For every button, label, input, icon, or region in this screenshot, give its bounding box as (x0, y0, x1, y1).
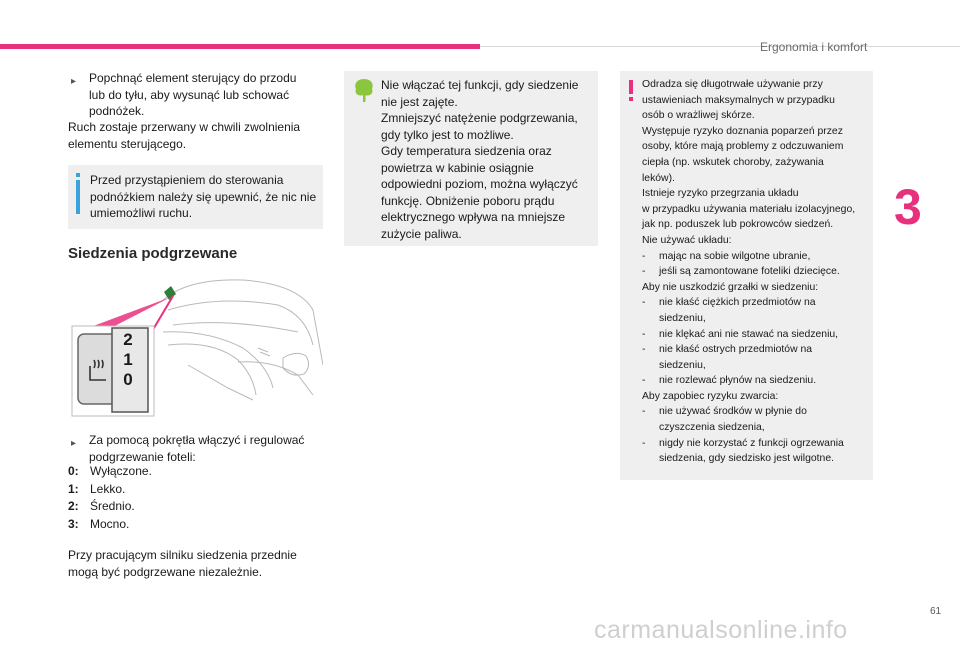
list-item-text: jeśli są zamontowane foteliki dziecięce. (659, 266, 840, 278)
header-accent-bar (0, 44, 480, 49)
list-item: - nie kłaść ostrych przedmiotów na siedzeniu, (642, 342, 872, 373)
list-item-text: nie rozlewać płynów na siedzeniu. (659, 375, 817, 387)
eco-tip-box (344, 71, 598, 246)
prevent-intro: Aby zapobiec ryzyku zwarcia: (642, 390, 779, 402)
list-item: - nie klękać ani nie stawać na siedzeniu, (642, 327, 872, 343)
warning-content (642, 77, 872, 467)
level-key: 3: (68, 516, 79, 531)
list-item: - mając na sobie wilgotne ubranie, (642, 249, 872, 265)
list-item-text: nie kłaść ostrych przedmiotów na siedzeniu, (659, 344, 813, 371)
list-item (68, 498, 318, 516)
list-item-text: nie kłaść ciężkich przedmiotów na siedzeniu, (659, 297, 816, 324)
page-number: 61 (930, 606, 942, 617)
footrest-instruction: Popchnąć element sterujący do przodu lub do tyłu, aby wysunąć lub schować podnóżek. (89, 71, 297, 118)
warning-box (620, 71, 873, 480)
info-icon (76, 173, 80, 177)
dial-label-2: 2 (123, 330, 133, 349)
bullet-icon: ▸ (71, 438, 77, 449)
list-item-text: mając na sobie wilgotne ubranie, (659, 250, 811, 262)
warning-icon (629, 80, 633, 94)
list-item: - nie kłaść ciężkich przedmiotów na siedzeniu, (642, 295, 872, 326)
list-item (68, 463, 318, 481)
level-label: Lekko. (90, 481, 126, 496)
level-key: 0: (68, 464, 79, 478)
footrest-note: Ruch zostaje przerwany w chwili zwolnienia elementu sterującego. (68, 120, 301, 151)
level-key: 2: (68, 499, 79, 513)
level-label: Mocno. (90, 516, 130, 531)
heater-control-panel (72, 326, 154, 416)
list-item: - jeśli są zamontowane foteliki dziecięce. (642, 264, 872, 280)
knob-instruction: Za pomocą pokrętła włączyć i regulować podgrzewanie foteli: (89, 433, 305, 464)
list-item: - nigdy nie korzystać z funkcji ogrzewania siedzenia, gdy siedzisko jest wilgotne. (642, 436, 872, 467)
heated-seat-illustration (68, 270, 323, 418)
level-label: Średnio. (90, 499, 135, 513)
eco-leaf-icon (352, 77, 376, 103)
list-item-text: nie używać środków w płynie do czyszczenia siedzenia, (659, 406, 807, 434)
dial-label-1: 1 (123, 350, 133, 369)
chapter-number: 3 (894, 179, 922, 235)
level-label: Wyłączone. (90, 464, 152, 478)
info-icon-bar (76, 180, 80, 214)
header-divider (480, 46, 960, 47)
warning-icon-dot (629, 97, 633, 101)
engine-note: Przy pracującym silniku siedzenia przednie mogą być podgrzewane niezależnie. (68, 548, 297, 579)
info-box-text: Przed przystąpieniem do sterowania podnóżkiem należy się upewnić, że nic nie umiemożliwi ruchu. (90, 173, 317, 220)
no-damage-intro: Aby nie uszkodzić grzałki w siedzeniu: (642, 281, 819, 293)
dial-label-0: 0 (123, 370, 133, 389)
heat-levels-list (68, 463, 318, 533)
list-item: - nie używać środków w płynie do czyszczenia siedzenia, (642, 404, 872, 435)
warning-intro: Odradza się długotrwałe używanie przy ustawieniach maksymalnych w przypadku osób o wrażliwej skórze. Występuje ryzyko doznania poparzeń przez osoby, które mają problemy z odczuwaniem ciepła (np. wskutek choroby, zażywania leków). Istnieje ryzyko przegrzania układu w przypadku używania materiału izolacyjnego, jak np. poduszek lub pokrowców siedzeń. Nie używać układu: (642, 79, 856, 246)
list-item: - nie rozlewać płynów na siedzeniu. (642, 373, 872, 389)
eco-tip-text: Nie włączać tej funkcji, gdy siedzenie nie jest zajęte. Zmniejszyć natężenie podgrzewania, gdy tylko jest to możliwe. Gdy temperatura siedzenia oraz powietrza w kabinie osiągnie odpowiedni poziom, można wyłączyć funkcję. Obniżenie poboru prądu elektrycznego wpływa na mniejsze zużycie paliwa. (381, 78, 579, 241)
list-item-text: nigdy nie korzystać z funkcji ogrzewania siedzenia, gdy siedzisko jest wilgotne. (659, 437, 844, 465)
info-box (68, 165, 323, 229)
section-heading: Siedzenia podgrzewane (68, 245, 238, 262)
list-item-text: nie klękać ani nie stawać na siedzeniu, (659, 328, 839, 340)
list-item (68, 516, 318, 534)
watermark: carmanualsonline.info (594, 616, 848, 644)
bullet-icon: ▸ (71, 76, 77, 87)
section-title: Ergonomia i komfort (760, 40, 868, 54)
level-key: 1: (68, 481, 79, 496)
list-item (68, 481, 318, 499)
